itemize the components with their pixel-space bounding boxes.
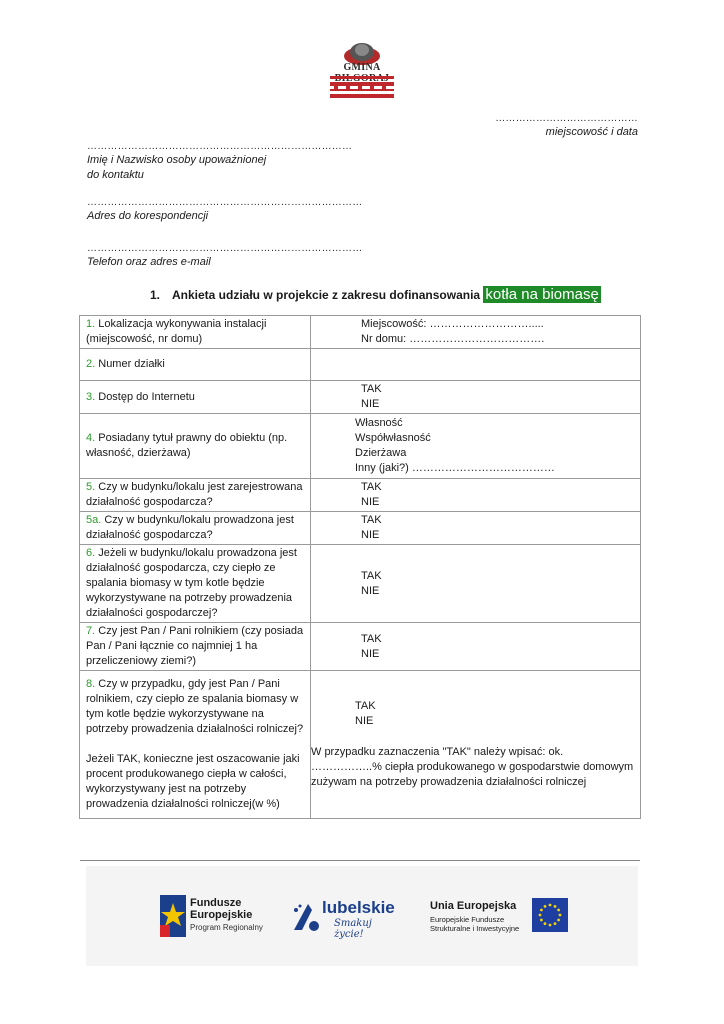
place-date-dots: …………………………………… bbox=[495, 113, 638, 124]
table-row bbox=[80, 671, 641, 819]
question-number: 4. bbox=[86, 432, 96, 444]
question-cell bbox=[80, 671, 311, 819]
folk-pattern-icon bbox=[330, 76, 394, 98]
fe-title: Fundusze Europejskie bbox=[190, 897, 253, 921]
footer-divider bbox=[80, 860, 640, 861]
question-number: 6. bbox=[86, 547, 96, 559]
answer-option: TAK bbox=[361, 569, 382, 582]
question-cell bbox=[80, 349, 311, 381]
table-row bbox=[80, 512, 641, 545]
question-cell bbox=[80, 512, 311, 545]
table-row bbox=[80, 623, 641, 671]
field-dots: ……………………………………………………………………… bbox=[87, 197, 363, 208]
table-row bbox=[80, 316, 641, 349]
table-row bbox=[80, 545, 641, 623]
question-number: 3. bbox=[86, 390, 96, 403]
table-row bbox=[80, 479, 641, 512]
answer-cell[interactable] bbox=[311, 381, 641, 414]
question-text: Czy w budynku/lokalu prowadzona jest działalność gospodarcza? bbox=[86, 514, 294, 541]
question-number: 5a. bbox=[86, 514, 102, 526]
answer-option: TAK bbox=[361, 632, 382, 645]
place-date-label: miejscowość i data bbox=[545, 126, 638, 138]
question-text: Jeżeli w budynku/lokalu prowadzona jest działalność gospodarcza, czy ciepło ze spalania biomasy w tym kotle będzie wykorzystywane na potrzeby prowadzenia działalności gospodarczej? bbox=[86, 547, 297, 619]
heading-text: Ankieta udziału w projekcie z zakresu dofinansowania bbox=[172, 288, 484, 302]
question-number: 7. bbox=[86, 625, 96, 637]
table-row bbox=[80, 349, 641, 381]
question-cell bbox=[80, 545, 311, 623]
question-cell bbox=[80, 623, 311, 671]
question-cell bbox=[80, 316, 311, 349]
answer-cell[interactable] bbox=[311, 414, 641, 479]
heading-number: 1. bbox=[150, 288, 161, 302]
answer-option: NIE bbox=[361, 647, 380, 660]
eu-title: Unia Europejska bbox=[430, 900, 517, 912]
answer-option: Własność bbox=[355, 417, 403, 429]
contact-name-field[interactable] bbox=[87, 141, 353, 183]
question-cell bbox=[80, 381, 311, 414]
field-dots: …………………………………………………………………… bbox=[87, 141, 353, 152]
field-label: Adres do korespondencji bbox=[87, 210, 209, 222]
question-cell bbox=[80, 414, 311, 479]
answer-option: NIE bbox=[355, 715, 374, 727]
question-number: 5. bbox=[86, 481, 96, 493]
answer-option: Współwłasność bbox=[355, 432, 431, 444]
logo-name: GMINA bbox=[343, 62, 381, 73]
answer-option: NIE bbox=[361, 584, 380, 597]
survey-table bbox=[79, 315, 641, 819]
lubelskie-logo bbox=[290, 898, 400, 938]
question-text: Czy w przypadku, gdy jest Pan / Pani rolnikiem, czy ciepło ze spalania biomasy w tym kotle będzie wykorzystywane na potrzeby prowadzenia działalności rolniczej? bbox=[86, 678, 304, 735]
answer-option: TAK bbox=[355, 700, 376, 712]
phone-email-field[interactable] bbox=[87, 243, 363, 270]
survey-heading bbox=[150, 286, 601, 303]
table-row bbox=[80, 381, 641, 414]
field-label: Telefon oraz adres e-mail bbox=[87, 256, 211, 268]
question-text: Czy w budynku/lokalu jest zarejestrowana działalność gospodarcza? bbox=[86, 481, 303, 508]
answer-option: TAK bbox=[361, 514, 382, 526]
percent-note: W przypadku zaznaczenia "TAK" należy wpisać: ok. ……………..% ciepła produkowanego w gospodarstwie domowym zużywam na potrzeby prowadzenia działalności rolniczej bbox=[311, 746, 634, 788]
lubelskie-slogan: Smakuj życie! bbox=[334, 918, 372, 940]
answer-cell[interactable] bbox=[311, 623, 641, 671]
answer-cell[interactable] bbox=[311, 349, 641, 381]
lubelskie-mark-icon bbox=[290, 900, 322, 934]
question-text: Czy jest Pan / Pani rolnikiem (czy posiada Pan / Pani łącznie co najmniej 1 ha przeliczeniowy ziemi?) bbox=[86, 625, 304, 667]
table-row bbox=[80, 414, 641, 479]
address-field[interactable] bbox=[87, 197, 363, 224]
question-extra: Jeżeli TAK, konieczne jest oszacowanie jaki procent produkowanego ciepła w całości, wykorzystywany jest na potrzeby prowadzenia działalności rolniczej(w %) bbox=[86, 753, 300, 810]
answer-cell[interactable] bbox=[311, 671, 641, 819]
answer-option: Inny (jaki?) ………………………………… bbox=[355, 462, 555, 474]
question-number: 8. bbox=[86, 678, 96, 690]
question-number: 2. bbox=[86, 358, 96, 370]
answer-option: TAK bbox=[361, 481, 382, 493]
gmina-logo bbox=[326, 40, 398, 102]
lubelskie-title: lubelskie bbox=[322, 898, 395, 917]
answer-option: NIE bbox=[361, 496, 380, 508]
answer-option: Miejscowość: ………………………..... bbox=[361, 318, 544, 330]
field-dots: ……………………………………………………………………… bbox=[87, 243, 363, 254]
question-cell bbox=[80, 479, 311, 512]
eu-subtitle: Europejskie Fundusze Strukturalne i Inwestycyjne bbox=[430, 915, 520, 933]
answer-cell[interactable] bbox=[311, 512, 641, 545]
heading-highlight: kotła na biomasę bbox=[485, 286, 599, 303]
answer-cell[interactable] bbox=[311, 316, 641, 349]
answer-option: NIE bbox=[361, 398, 380, 410]
answer-option: Nr domu: ………………………………. bbox=[361, 333, 545, 345]
field-label: do kontaktu bbox=[87, 169, 144, 181]
fe-star-icon bbox=[160, 895, 186, 937]
answer-option: Dzierżawa bbox=[355, 447, 407, 459]
eu-logo bbox=[430, 898, 590, 938]
question-text: Numer działki bbox=[98, 358, 165, 370]
eu-flag-icon bbox=[532, 898, 568, 932]
question-text: Dostęp do Internetu bbox=[98, 390, 195, 403]
answer-cell[interactable] bbox=[311, 479, 641, 512]
answer-option: TAK bbox=[361, 383, 382, 395]
question-text: Lokalizacja wykonywania instalacji (miejscowość, nr domu) bbox=[86, 318, 267, 345]
answer-option: NIE bbox=[361, 529, 380, 541]
answer-cell[interactable] bbox=[311, 545, 641, 623]
question-text: Posiadany tytuł prawny do obiektu (np. własność, dzierżawa) bbox=[86, 432, 288, 459]
field-label: Imię i Nazwisko osoby upoważnionej bbox=[87, 154, 267, 166]
place-date-field[interactable] bbox=[495, 113, 638, 138]
fe-subtitle: Program Regionalny bbox=[190, 923, 263, 932]
question-number: 1. bbox=[86, 318, 96, 330]
